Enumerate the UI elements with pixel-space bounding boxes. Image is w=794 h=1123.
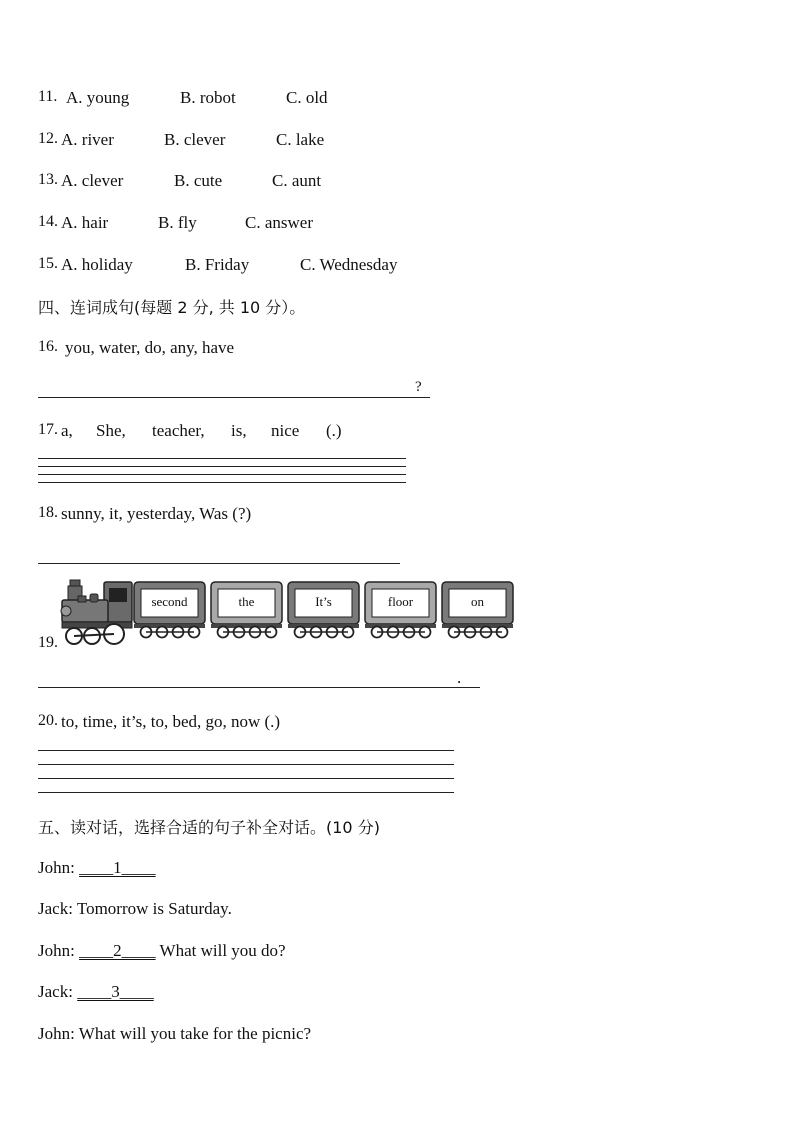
option-c: C. answer: [245, 213, 313, 232]
writing-line[interactable]: [38, 466, 406, 467]
train-engine-icon: [60, 578, 136, 648]
writing-line[interactable]: [38, 778, 454, 779]
dialogue-text: What will you take for the picnic?: [78, 1024, 312, 1043]
train-car-5: [441, 581, 514, 639]
option-b: B. cute: [174, 171, 223, 190]
train-car-word: floor: [387, 594, 414, 609]
writing-line[interactable]: [38, 458, 406, 459]
question-17-number: 17.: [38, 421, 58, 438]
train-car-3: [287, 581, 360, 639]
dialogue-text: What will you do?: [159, 941, 286, 960]
question-17-word: a,: [61, 421, 73, 440]
option-a: A. river: [61, 130, 114, 149]
question-17-word: (.): [326, 421, 342, 440]
speaker-name: Jack:: [38, 899, 73, 918]
question-17-word: is,: [231, 421, 247, 440]
option-c: C. old: [286, 88, 328, 107]
writing-line[interactable]: [38, 482, 406, 483]
option-c: C. lake: [276, 130, 325, 149]
train-car-4: [364, 581, 437, 639]
question-number: 13.: [38, 171, 58, 188]
question-number: 11.: [38, 88, 58, 105]
dialogue-line: [38, 1024, 311, 1044]
option-a: A. clever: [61, 171, 124, 190]
question-19-end-mark: .: [457, 668, 462, 687]
option-c: C. aunt: [272, 171, 322, 190]
option-a: A. holiday: [61, 255, 133, 274]
question-number: 14.: [38, 213, 58, 230]
question-17-word: teacher,: [152, 421, 205, 440]
dialogue-line: [38, 941, 286, 961]
train-car-2: [210, 581, 283, 639]
train-car-word: It’s: [315, 594, 332, 609]
train-car-word: second: [151, 594, 188, 609]
question-19-number: 19.: [38, 634, 58, 651]
train-car-word: the: [238, 594, 255, 609]
speaker-name: John:: [38, 941, 75, 960]
question-20-words: to, time, it’s, to, bed, go, now (.): [61, 712, 281, 731]
question-17-word: nice: [271, 421, 300, 440]
section-5-title: 五、读对话，选择合适的句子补全对话。(10 分): [38, 818, 380, 837]
dialogue-blank-3[interactable]: ____3____: [77, 982, 154, 1001]
question-18-words: sunny, it, yesterday, Was (?): [61, 504, 252, 523]
answer-line-16[interactable]: [38, 397, 430, 398]
writing-line[interactable]: [38, 474, 406, 475]
option-b: B. clever: [164, 130, 226, 149]
question-number: 15.: [38, 255, 58, 272]
option-c: C. Wednesday: [300, 255, 398, 274]
option-b: B. Friday: [185, 255, 250, 274]
question-20-number: 20.: [38, 712, 58, 729]
dialogue-blank-1[interactable]: ____1____: [79, 858, 156, 877]
option-b: B. fly: [158, 213, 197, 232]
dialogue-line: [38, 858, 156, 878]
dialogue-blank-2[interactable]: ____2____: [79, 941, 156, 960]
dialogue-text: Tomorrow is Saturday.: [76, 899, 232, 918]
writing-line[interactable]: [38, 750, 454, 751]
answer-line-18[interactable]: [38, 563, 400, 564]
question-17-word: She,: [96, 421, 126, 440]
answer-line-19[interactable]: [38, 687, 480, 688]
question-18-number: 18.: [38, 504, 58, 521]
question-number: 12.: [38, 130, 58, 147]
writing-line[interactable]: [38, 764, 454, 765]
speaker-name: John:: [38, 1024, 75, 1043]
speaker-name: Jack:: [38, 982, 73, 1001]
option-a: A. hair: [61, 213, 109, 232]
speaker-name: John:: [38, 858, 75, 877]
dialogue-line: [38, 982, 154, 1002]
section-4-title: 四、连词成句(每题 2 分, 共 10 分）。: [38, 298, 306, 317]
option-b: B. robot: [180, 88, 236, 107]
train-car-1: [133, 581, 206, 639]
writing-line[interactable]: [38, 792, 454, 793]
option-a: A. young: [66, 88, 130, 107]
question-16-number: 16.: [38, 338, 58, 355]
train-car-word: on: [471, 594, 484, 609]
question-16-words: you, water, do, any, have: [65, 338, 235, 357]
dialogue-line: [38, 899, 232, 919]
question-16-end-mark: ?: [415, 379, 422, 395]
